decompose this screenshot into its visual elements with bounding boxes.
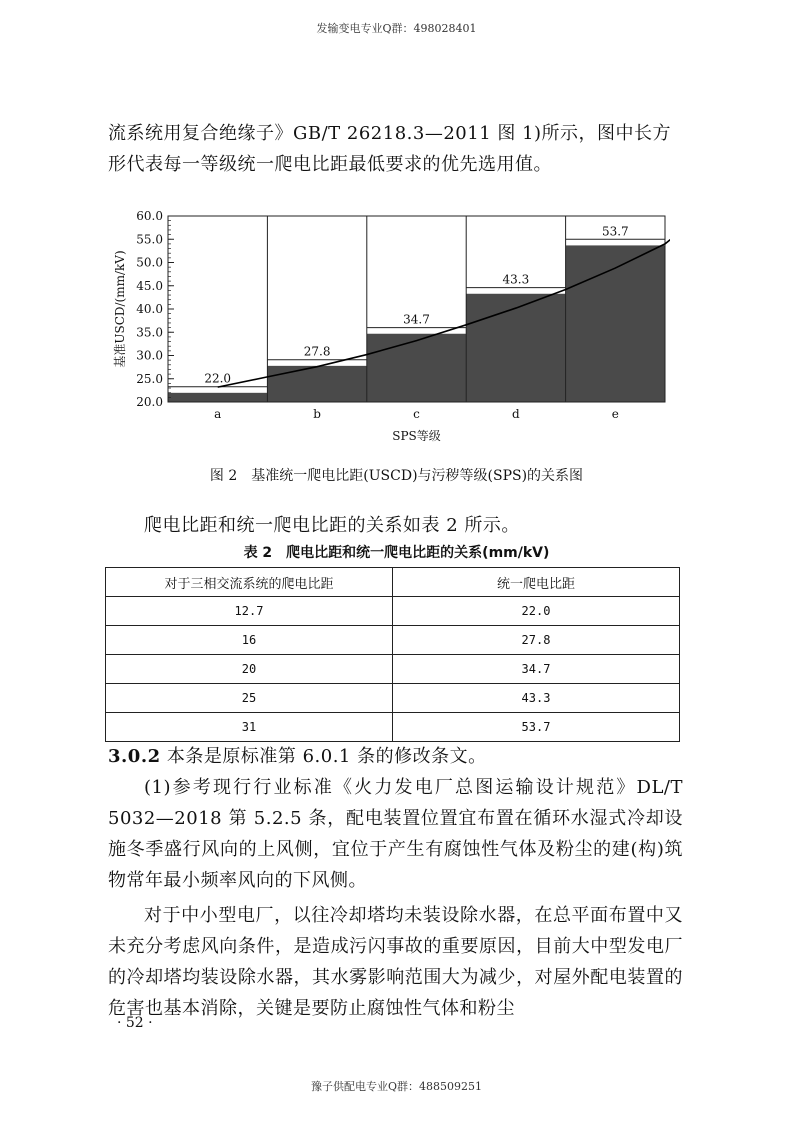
bar (267, 366, 366, 402)
bar (168, 393, 267, 402)
bar-top-band (367, 328, 466, 334)
data-label: 53.7 (601, 224, 629, 239)
table-intro-text: 爬电比距和统一爬电比距的关系如表 2 所示。 (144, 515, 520, 536)
data-label: 27.8 (303, 344, 331, 359)
bar-top-band (566, 239, 665, 245)
page-number: · 52 · (117, 1015, 153, 1031)
y-tick-label: 25.0 (136, 371, 163, 386)
section-heading (108, 741, 683, 772)
bar-top-band (168, 387, 267, 393)
table-cell: 25 (106, 684, 393, 713)
table-caption: 表 2 爬电比距和统一爬电比距的关系(mm/kV) (243, 545, 550, 561)
table-intro-paragraph (108, 510, 683, 541)
table-row (106, 655, 680, 684)
y-tick-label: 35.0 (136, 325, 163, 340)
x-tick-label: b (313, 407, 321, 421)
bar (367, 334, 466, 402)
table-row (106, 597, 680, 626)
table-header-cell: 统一爬电比距 (393, 568, 680, 597)
body-text (108, 741, 683, 1024)
table-row (106, 684, 680, 713)
paragraph-2: 对于中小型电厂，以往冷却塔均未装设除水器，在总平面布置中又未充分考虑风向条件，是造成污闪事故的重要原因，目前大中型发电厂的冷却塔均装设除水器，其水雾影响范围大为减少，对屋外配电装置的危害也基本消除，关键是要防止腐蚀性气体和粉尘 (108, 905, 683, 1019)
x-tick-label: d (512, 407, 520, 421)
y-tick-label: 20.0 (136, 395, 163, 409)
data-label: 43.3 (502, 272, 530, 287)
bar (466, 294, 565, 402)
table-cell: 12.7 (106, 597, 393, 626)
relationship-table (105, 567, 680, 742)
x-axis-label: SPS等级 (392, 429, 441, 443)
table-row (106, 626, 680, 655)
bar-top-band (466, 288, 565, 294)
table-row (106, 713, 680, 742)
table-header-row (106, 568, 680, 597)
y-tick-label: 60.0 (136, 209, 163, 223)
y-tick-label: 30.0 (136, 348, 163, 363)
page-header: 发输变电专业Q群：498028401 (316, 22, 477, 35)
table-cell: 34.7 (393, 655, 680, 684)
section-text: 本条是原标准第 6.0.1 条的修改条文。 (166, 746, 487, 767)
figure-caption: 图 2 基准统一爬电比距(USCD)与污秽等级(SPS)的关系图 (209, 468, 584, 484)
paragraph-1: (1)参考现行行业标准《火力发电厂总图运输设计规范》DL/T 5032—2018 第 5.2.5 条，配电装置位置宜布置在循环水湿式冷却设施冬季盛行风向的上风侧，宜位于产生有腐蚀性气体及粉尘的建(构)筑物常年最小频率风向的下风侧。 (108, 777, 683, 891)
bar-top-band (267, 360, 366, 366)
intro-line-1: 流系统用复合绝缘子》GB/T 26218.3—2011 图 1)所示，图中长方 (108, 123, 672, 144)
data-label: 22.0 (204, 371, 232, 386)
section-number: 3.0.2 (108, 746, 161, 767)
y-axis-label: 基准USCD/(mm/kV) (113, 250, 127, 368)
y-tick-label: 55.0 (136, 232, 163, 247)
table-cell: 20 (106, 655, 393, 684)
uscd-sps-chart (110, 200, 670, 450)
page-footer: 豫子供配电专业Q群：488509251 (310, 1080, 482, 1093)
intro-paragraph (108, 118, 683, 180)
table-cell: 31 (106, 713, 393, 742)
x-tick-label: e (611, 407, 619, 421)
x-tick-label: a (214, 407, 222, 421)
x-tick-label: c (413, 407, 420, 421)
y-tick-label: 40.0 (136, 302, 163, 316)
y-tick-label: 50.0 (136, 255, 163, 270)
table-header-cell: 对于三相交流系统的爬电比距 (106, 568, 393, 597)
table-cell: 53.7 (393, 713, 680, 742)
table-cell: 27.8 (393, 626, 680, 655)
table-cell: 22.0 (393, 597, 680, 626)
data-label: 34.7 (403, 312, 430, 327)
table-cell: 43.3 (393, 684, 680, 713)
y-tick-label: 45.0 (136, 278, 163, 293)
table-cell: 16 (106, 626, 393, 655)
intro-line-2: 形代表每一等级统一爬电比距最低要求的优先选用值。 (108, 154, 552, 175)
